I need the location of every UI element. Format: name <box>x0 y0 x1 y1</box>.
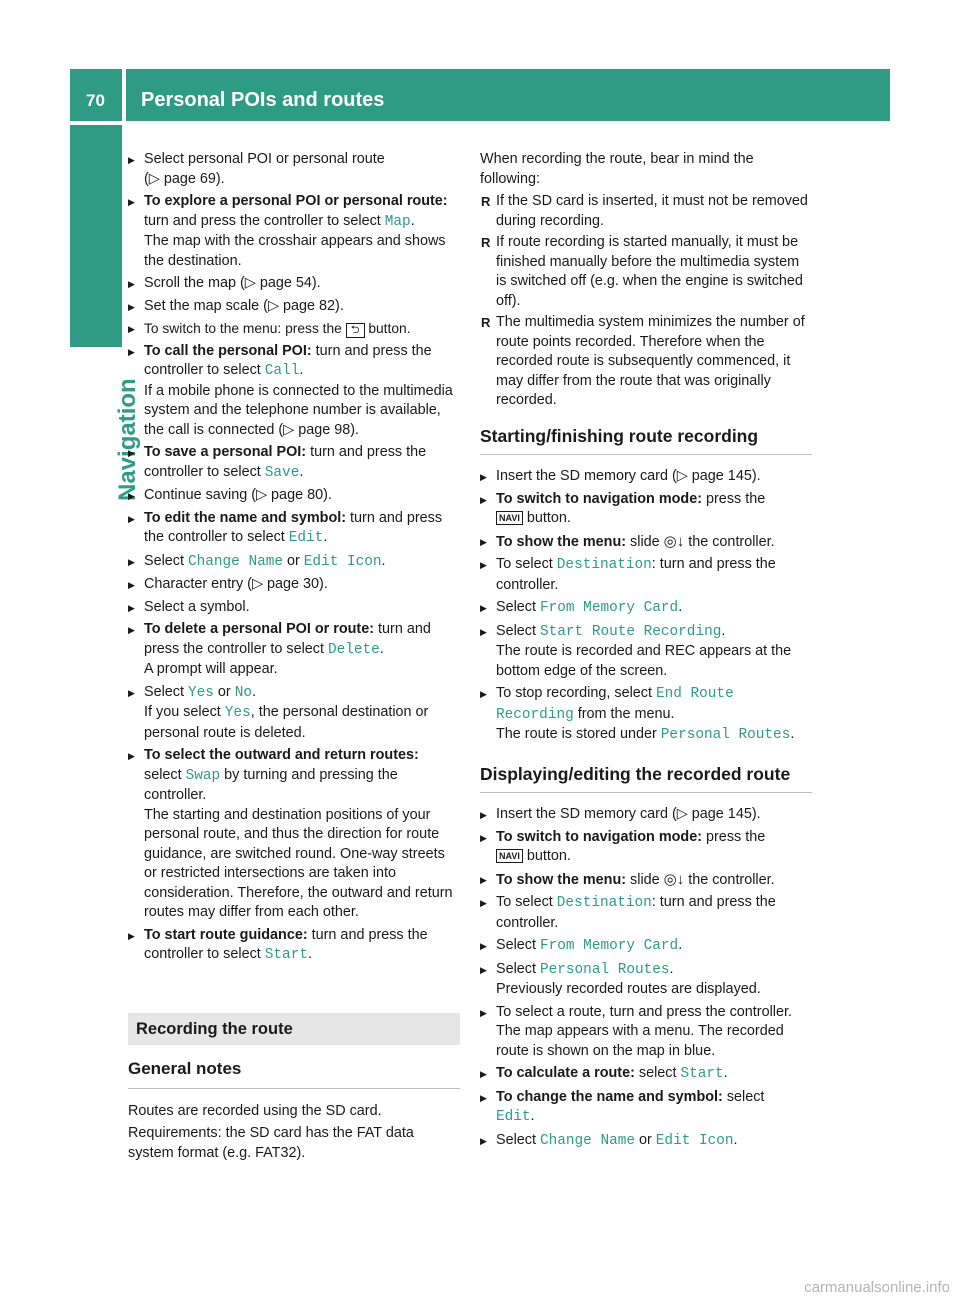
menu-item-edit-icon: Edit Icon <box>655 1132 734 1149</box>
menu-item-map: Map <box>384 213 411 230</box>
menu-item-yes: Yes <box>188 684 214 701</box>
step-confirm-delete: ▶ Select Yes or No. If you select Yes, the personal destination or personal route is deleted. <box>128 683 460 744</box>
menu-item-call: Call <box>264 363 300 379</box>
step-select-destination: ▶ To select Destination: turn and press the controller. <box>480 555 812 595</box>
step-show-menu: ▶ To show the menu: slide ◎↓ the controller. <box>480 532 812 553</box>
step-calculate-route: ▶ To calculate a route: select Start. <box>480 1064 812 1085</box>
controller-slide-icon: ◎↓ <box>663 532 685 550</box>
step-call-poi: ▶ To call the personal POI: turn and press the controller to select Call. If a mobile phone is connected to the multimedia system and the telephone number is available, the call is connected (▷ page 98). <box>128 342 460 441</box>
step-character-entry: ▶ Character entry (▷ page 30). <box>128 575 460 595</box>
menu-item-swap: Swap <box>185 767 221 784</box>
menu-item-start: Start <box>680 1066 724 1082</box>
step-select-route: ▶ To select a route, turn and press the controller. The map appears with a menu. The recorded route is shown on the map in blue. <box>480 1003 812 1062</box>
menu-item-end-route-recording: End Route Recording <box>496 686 734 723</box>
menu-item-change-name: Change Name <box>188 553 283 570</box>
paragraph-intro: When recording the route, bear in mind the following: <box>480 151 754 187</box>
step-scroll-map: ▶ Scroll the map (▷ page 54). <box>128 274 460 294</box>
side-tab <box>70 349 141 509</box>
step-insert-sd: ▶ Insert the SD memory card (▷ page 145). <box>480 467 812 487</box>
step-select-destination-2: ▶ To select Destination: turn and press the controller. <box>480 893 812 933</box>
step-map-scale: ▶ Set the map scale (▷ page 82). <box>128 297 460 317</box>
step-select-change: ▶ Select Change Name or Edit Icon. <box>128 552 460 573</box>
step-navigation-mode-2: ▶ To switch to navigation mode: press the NAVI button. <box>480 828 812 867</box>
step-explore-poi: ▶ To explore a personal POI or personal route: turn and press the controller to select Map. The map with the crosshair appears and shows the destination. <box>128 192 460 271</box>
paragraph-requirements: Requirements: the SD card has the FAT data system format (e.g. FAT32). <box>128 1125 414 1161</box>
step-save-poi: ▶ To save a personal POI: turn and press the controller to select Save. <box>128 443 460 483</box>
menu-item-from-memory-card: From Memory Card <box>540 600 679 616</box>
watermark: carmanualsonline.info <box>804 1279 950 1296</box>
step-from-memory-card: ▶ Select From Memory Card. <box>480 598 812 619</box>
step-show-menu-2: ▶ To show the menu: slide ◎↓ the controller. <box>480 870 812 891</box>
menu-item-edit-icon: Edit Icon <box>303 553 382 570</box>
step-insert-sd-2: ▶ Insert the SD memory card (▷ page 145). <box>480 805 812 825</box>
section-title: Personal POIs and routes <box>141 89 385 111</box>
menu-item-change-name: Change Name <box>540 1132 635 1149</box>
step-edit-name: ▶ To edit the name and symbol: turn and press the controller to select Edit. <box>128 509 460 549</box>
step-continue-saving: ▶ Continue saving (▷ page 80). <box>128 486 460 506</box>
menu-item-edit: Edit <box>288 530 324 546</box>
bullet-manual-recording: R If route recording is started manually, it must be finished manually before the multimedia system is switched off (e.g. when the engine is switched off). <box>480 233 812 311</box>
menu-item-no: No <box>234 684 252 701</box>
menu-item-start-route-recording: Start Route Recording <box>540 623 722 640</box>
menu-item-from-memory-card: From Memory Card <box>540 938 679 954</box>
side-tab-label: Navigation <box>114 378 141 501</box>
step-start-recording: ▶ Select Start Route Recording. The route is recorded and REC appears at the bottom edge of the screen. <box>480 622 812 682</box>
bullet-route-points: R The multimedia system minimizes the number of route points recorded. Therefore when the recorded route is subsequently commenced, it may differ from the route that was originally recorded. <box>480 313 812 411</box>
navi-button-icon: NAVI <box>496 849 523 863</box>
step-change-name: ▶ To change the name and symbol: select Edit. <box>480 1088 812 1128</box>
heading-start-recording: Starting/finishing route recording <box>480 427 812 456</box>
navi-button-icon: NAVI <box>496 511 523 525</box>
menu-item-edit: Edit <box>496 1109 531 1125</box>
step-navigation-mode: ▶ To switch to navigation mode: press the NAVI button. <box>480 490 812 529</box>
section-recording-title: Recording the route <box>128 1013 460 1046</box>
side-tab-block <box>70 125 122 347</box>
step-select-poi: ▶ Select personal POI or personal route (▷ page 69). <box>128 150 460 189</box>
general-notes-heading: General notes <box>128 1059 460 1089</box>
menu-item-destination: Destination <box>556 557 652 573</box>
step-swap-routes: ▶ To select the outward and return routes: select Swap by turning and pressing the controller. The starting and destination positions of your personal route, and thus the direction for route guidance, are switched round. One-way streets or restricted intersections are taken into consideration. Therefore, the outward and return routes may differ from each other. <box>128 746 460 923</box>
menu-item-save: Save <box>264 464 300 481</box>
bullet-sd-card: R If the SD card is inserted, it must not be removed during recording. <box>480 192 812 231</box>
left-column <box>128 150 460 1166</box>
menu-item-delete: Delete <box>327 641 380 658</box>
back-button-icon: ⮌ <box>346 323 365 338</box>
menu-item-personal-routes: Personal Routes <box>660 727 791 743</box>
step-from-memory-card-2: ▶ Select From Memory Card. <box>480 936 812 957</box>
paragraph-sd-card: Routes are recorded using the SD card. <box>128 1102 382 1119</box>
controller-slide-icon: ◎↓ <box>663 870 685 888</box>
menu-item-yes-ref: Yes <box>224 705 251 721</box>
step-select-change-2: ▶ Select Change Name or Edit Icon. <box>480 1131 812 1152</box>
step-stop-recording: ▶ To stop recording, select End Route Recording from the menu. The route is stored under Personal Routes. <box>480 684 812 746</box>
menu-item-personal-routes: Personal Routes <box>540 961 670 978</box>
menu-item-destination: Destination <box>556 895 652 911</box>
step-delete-poi: ▶ To delete a personal POI or route: turn and press the controller to select Delete. A prompt will appear. <box>128 620 460 680</box>
step-start-guidance: ▶ To start route guidance: turn and press the controller to select Start. <box>128 926 460 966</box>
page-number: 70 <box>86 91 105 110</box>
menu-item-start: Start <box>264 947 308 963</box>
heading-display-route: Displaying/editing the recorded route <box>480 765 812 794</box>
right-column <box>480 150 812 1154</box>
step-switch-menu: ▶ To switch to the menu: press the ⮌ button. <box>128 319 460 339</box>
step-personal-routes: ▶ Select Personal Routes. Previously recorded routes are displayed. <box>480 960 812 1000</box>
page-number-box <box>70 69 122 121</box>
section-header <box>126 69 890 121</box>
step-select-symbol: ▶ Select a symbol. <box>128 598 460 618</box>
